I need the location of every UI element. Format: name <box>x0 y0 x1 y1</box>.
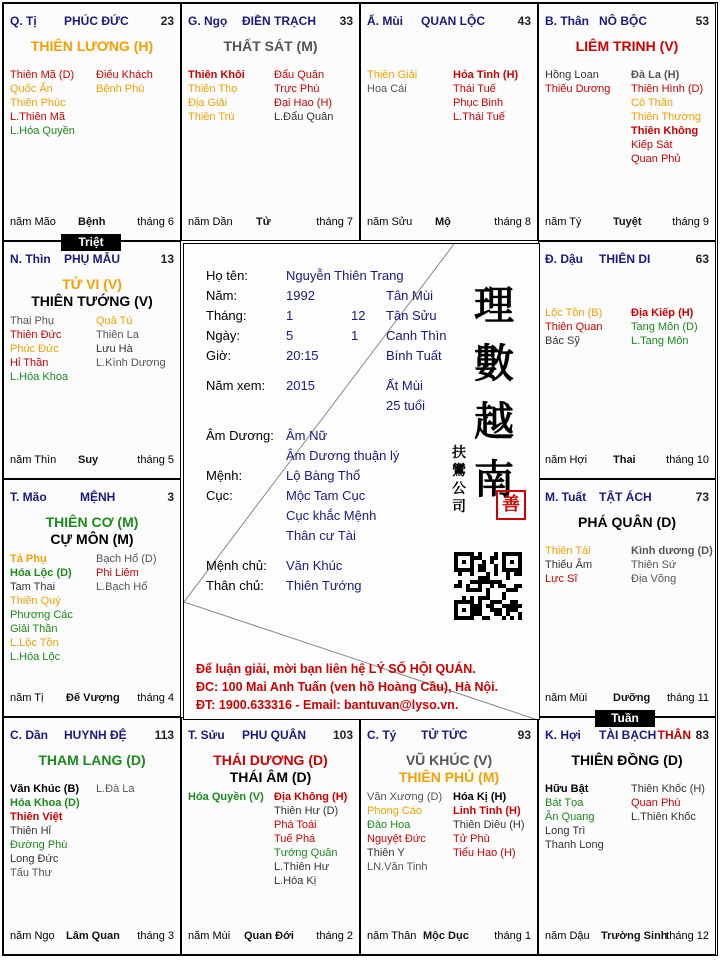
palace-name: TỬ TỨC <box>421 728 468 742</box>
star-column-right <box>96 552 157 594</box>
palace-branch: Ấ. Mùi <box>367 14 403 28</box>
minor-star: L.Lộc Tồn <box>10 637 59 649</box>
minor-star: Thiên Hỉ <box>10 825 51 837</box>
palace-year: năm Tị <box>10 692 44 704</box>
palace-name: MỆNH <box>80 490 116 504</box>
minor-star: L.Thiên Hư <box>274 861 330 873</box>
star-column-right <box>453 68 518 124</box>
seal-character: 數 <box>474 340 514 387</box>
minor-star: Hỉ Thần <box>10 357 49 369</box>
palace-ty <box>360 717 538 955</box>
main-star: THAM LANG (D) <box>38 752 146 768</box>
minor-star: Thiên Khốc (H) <box>631 783 705 795</box>
minor-star: Đường Phù <box>10 839 68 851</box>
palace-footer <box>367 930 531 944</box>
palace-month: tháng 7 <box>316 216 353 228</box>
minor-star: Thanh Long <box>545 839 604 851</box>
palace-footer <box>545 692 709 706</box>
info-menh: Lộ Bàng Thổ <box>286 468 361 483</box>
palace-stage: Mộc Dục <box>423 930 469 942</box>
info-amduong1: Âm Nữ <box>286 428 328 443</box>
minor-star: Hóa Khoa (D) <box>10 797 80 809</box>
minor-star: Đại Hao (H) <box>274 97 333 109</box>
star-column-right <box>453 790 525 860</box>
palace-branch: M. Tuất <box>545 490 587 504</box>
info-month-can: Tân Sửu <box>386 308 437 323</box>
palace-header <box>188 14 353 28</box>
main-star: THIÊN ĐỒNG (D) <box>571 752 683 768</box>
palace-mao <box>3 479 181 717</box>
palace-number: 13 <box>160 252 174 266</box>
minor-star: Thiên Trù <box>188 111 235 123</box>
minor-star: Tử Phù <box>453 833 490 845</box>
info-day-solar: 5 <box>286 328 294 343</box>
minor-star: Thiên Khôi <box>188 69 245 81</box>
palace-footer <box>10 216 174 230</box>
palace-footer <box>545 930 709 944</box>
minor-star: L.Thiên Mã <box>10 111 66 123</box>
palace-branch: T. Mão <box>10 490 47 504</box>
palace-dau <box>538 241 716 479</box>
main-star: VŨ KHÚC (V) <box>405 752 493 768</box>
info-name: Nguyễn Thiên Trang <box>286 268 404 283</box>
palace-branch: C. Dần <box>10 728 49 742</box>
minor-star: Tiểu Hao (H) <box>453 847 516 859</box>
horoscope-chart <box>2 2 718 956</box>
info-year-label: Năm: <box>206 288 238 303</box>
minor-star: Điếu Khách <box>96 69 153 81</box>
minor-star: Thiên Giải <box>367 69 418 81</box>
palace-suu <box>181 717 360 955</box>
seal-subtitle: 扶鸞公司 <box>452 445 466 515</box>
minor-star: Quan Phù <box>631 797 681 809</box>
palace-header <box>545 14 709 28</box>
minor-star: Thiên Y <box>367 847 405 859</box>
minor-star: Địa Võng <box>631 573 677 585</box>
palace-header <box>545 252 709 266</box>
palace-branch: C. Tý <box>367 728 397 742</box>
palace-header <box>10 14 174 28</box>
star-column-right <box>96 68 153 96</box>
info-view-can: Ất Mùi <box>386 378 423 393</box>
palace-number: 113 <box>154 728 174 742</box>
minor-star: Thai Phụ <box>10 315 55 327</box>
palace-year: năm Ngọ <box>10 930 55 942</box>
palace-month: tháng 9 <box>672 216 709 228</box>
minor-star: Thiên Mã (D) <box>10 69 75 81</box>
star-column-right <box>631 782 705 824</box>
minor-star: Long Trì <box>545 825 586 837</box>
info-month-label: Tháng: <box>206 308 247 323</box>
palace-stage: Mộ <box>435 216 451 228</box>
info-menh-label: Mệnh: <box>206 468 243 483</box>
star-column-right <box>631 544 713 586</box>
minor-star: Thiên Tài <box>545 545 591 557</box>
minor-star: Văn Khúc (B) <box>10 783 80 795</box>
minor-star: Phi Liêm <box>96 567 139 579</box>
palace-footer <box>188 216 353 230</box>
palace-stage: Bệnh <box>78 216 106 228</box>
minor-star: L.Hóa Quyền <box>10 125 75 137</box>
main-star: THẤT SÁT (M) <box>223 38 318 54</box>
triet-tag: Triệt <box>61 234 121 251</box>
minor-star: Thiếu Dương <box>545 83 611 95</box>
main-star: THIÊN LƯƠNG (H) <box>30 38 154 54</box>
info-age: 25 tuổi <box>386 398 426 413</box>
star-column-right <box>631 68 703 166</box>
minor-star: Địa Không (H) <box>274 791 348 803</box>
minor-star: Hóa Kị (H) <box>453 791 507 803</box>
seal-character: 理 <box>474 282 514 329</box>
palace-number: 83 <box>695 728 709 742</box>
info-cuc-label: Cục: <box>206 488 233 503</box>
minor-star: L.Bạch Hổ <box>96 581 148 593</box>
minor-star: Bát Tọa <box>545 797 584 809</box>
red-stamp: 善 <box>496 490 526 520</box>
minor-star: Thiên Quan <box>545 321 603 333</box>
palace-dan <box>3 717 181 955</box>
seal-character: 南 <box>474 456 514 503</box>
palace-stage: Đế Vượng <box>66 692 120 704</box>
star-column-right <box>274 790 347 888</box>
palace-number: 3 <box>167 490 174 504</box>
minor-star: L.Hóa Khoa <box>10 371 69 383</box>
minor-star: Đẩu Quân <box>274 69 325 81</box>
minor-star: Đà La (H) <box>631 69 680 81</box>
minor-star: Thiên Việt <box>10 811 63 823</box>
main-star: TỬ VI (V) <box>62 276 122 292</box>
minor-star: Phúc Đức <box>10 343 59 355</box>
minor-star: L.Thái Tuế <box>453 111 505 123</box>
palace-header <box>545 728 709 742</box>
palace-number: 23 <box>160 14 174 28</box>
minor-star: L.Tang Môn <box>631 335 689 347</box>
info-cuc1: Mộc Tam Cục <box>286 488 366 503</box>
palace-footer <box>367 216 531 230</box>
palace-mui <box>360 3 538 241</box>
palace-stage: Dưỡng <box>613 692 651 704</box>
palace-name: PHU QUÂN <box>242 728 307 742</box>
main-star: THIÊN TƯỚNG (V) <box>31 293 153 309</box>
palace-name: HUYNH ĐỆ <box>64 728 127 742</box>
minor-star: Nguyệt Đức <box>367 833 426 845</box>
seal-character: 越 <box>474 398 514 445</box>
than-label: THÂN <box>657 728 691 742</box>
palace-tuat <box>538 479 716 717</box>
palace-year: năm Hợi <box>545 454 588 466</box>
info-name-label: Họ tên: <box>206 268 248 283</box>
palace-number: 43 <box>517 14 531 28</box>
star-column-left <box>545 544 592 586</box>
minor-star: Quả Tú <box>96 315 133 327</box>
palace-number: 73 <box>695 490 709 504</box>
minor-star: Giải Thần <box>10 623 58 635</box>
minor-star: Văn Xương (D) <box>367 791 443 803</box>
minor-star: Hữu Bật <box>545 783 589 795</box>
minor-star: Lưu Hà <box>96 343 133 355</box>
minor-star: Thiên Phúc <box>10 97 66 109</box>
star-column-right <box>96 782 135 796</box>
minor-star: Quan Phủ <box>631 153 681 165</box>
star-column-left <box>188 68 245 124</box>
minor-star: Hồng Loan <box>545 69 599 81</box>
main-star: THÁI ÂM (D) <box>229 769 312 785</box>
minor-star: L.Đẩu Quân <box>274 111 334 123</box>
main-star: THIÊN CƠ (M) <box>45 514 139 530</box>
info-hour-label: Giờ: <box>206 348 232 363</box>
star-column-left <box>367 790 442 874</box>
palace-stage: Thai <box>613 454 636 466</box>
minor-star: Thiếu Âm <box>545 559 593 571</box>
minor-star: Thiên Hình (D) <box>631 83 704 95</box>
minor-star: Hóa Quyền (V) <box>188 791 264 803</box>
minor-star: Bạch Hổ (D) <box>96 553 157 565</box>
minor-star: Hóa Lộc (D) <box>10 567 72 579</box>
star-column-left <box>188 790 264 804</box>
tuan-tag: Tuần <box>595 710 655 727</box>
info-day-can: Canh Thìn <box>386 328 447 343</box>
palace-stage: Quan Đới <box>244 930 294 942</box>
palace-branch: Đ. Dậu <box>545 252 584 266</box>
palace-number: 53 <box>695 14 709 28</box>
palace-month: tháng 4 <box>137 692 174 704</box>
palace-header <box>10 252 174 266</box>
star-column-left <box>545 306 602 348</box>
palace-header <box>10 728 174 742</box>
palace-hoi <box>538 717 716 955</box>
palace-stage: Suy <box>78 454 99 466</box>
minor-star: Linh Tinh (H) <box>453 805 521 817</box>
palace-branch: N. Thìn <box>10 252 51 266</box>
minor-star: Lực Sĩ <box>545 573 578 585</box>
minor-star: Phục Binh <box>453 97 504 109</box>
palace-year: năm Mùi <box>545 692 588 704</box>
info-view-year: 2015 <box>286 378 315 393</box>
palace-number: 93 <box>517 728 531 742</box>
star-column-right <box>96 314 166 370</box>
info-day-lunar: 1 <box>351 328 359 343</box>
info-view-label: Năm xem: <box>206 378 266 393</box>
palace-name: TÀI BẠCH <box>599 728 657 742</box>
info-menhchu: Văn Khúc <box>286 558 343 573</box>
palace-branch: B. Thân <box>545 14 589 28</box>
star-column-right <box>274 68 333 124</box>
palace-month: tháng 6 <box>137 216 174 228</box>
minor-star: Địa Kiếp (H) <box>631 307 694 319</box>
minor-star: Long Đức <box>10 853 59 865</box>
main-star: CỰ MÔN (M) <box>50 531 134 547</box>
palace-number: 63 <box>695 252 709 266</box>
minor-star: Ân Quang <box>545 811 595 823</box>
minor-star: Đào Hoa <box>367 819 411 831</box>
info-amduong2: Âm Dương thuận lý <box>286 448 400 463</box>
contact-line1: Để luận giải, mời bạn liên hệ LÝ SỐ HỘI QUÁN. <box>196 662 476 676</box>
palace-stage: Trường Sinh <box>601 930 668 942</box>
palace-than <box>538 3 716 241</box>
minor-star: Tam Thai <box>10 581 56 593</box>
palace-header <box>10 490 174 504</box>
minor-star: Tấu Thư <box>10 867 53 879</box>
palace-thin <box>3 241 181 479</box>
info-cuc3: Thân cư Tài <box>286 528 356 543</box>
main-star: THIÊN PHỦ (M) <box>398 769 500 785</box>
minor-star: Tuế Phá <box>274 833 316 845</box>
palace-month: tháng 12 <box>666 930 709 942</box>
minor-star: Trực Phù <box>274 83 320 95</box>
contact-line3: ĐT: 1900.633316 - Email: bantuvan@lyso.vn. <box>196 698 459 712</box>
main-star: LIÊM TRINH (V) <box>575 38 679 54</box>
center-info-panel <box>183 243 540 720</box>
minor-star: Phượng Các <box>10 609 73 621</box>
info-hour: 20:15 <box>286 348 319 363</box>
palace-year: năm Tý <box>545 216 582 228</box>
minor-star: Thái Tuế <box>453 83 496 95</box>
star-column-left <box>10 782 80 880</box>
minor-star: Thiên La <box>96 329 139 341</box>
palace-year: năm Dần <box>188 216 233 228</box>
palace-name: ĐIỀN TRẠCH <box>242 14 316 28</box>
palace-year: năm Thân <box>367 930 417 942</box>
palace-month: tháng 2 <box>316 930 353 942</box>
star-column-left <box>367 68 417 96</box>
palace-year: năm Mão <box>10 216 56 228</box>
palace-month: tháng 10 <box>666 454 709 466</box>
palace-year: năm Dậu <box>545 930 590 942</box>
palace-name: NÔ BỘC <box>599 14 647 28</box>
palace-footer <box>10 930 174 944</box>
minor-star: LN.Văn Tinh <box>367 861 428 873</box>
minor-star: Hỏa Tinh (H) <box>453 69 519 81</box>
palace-month: tháng 1 <box>494 930 531 942</box>
info-day-label: Ngày: <box>206 328 240 343</box>
minor-star: Phong Cáo <box>367 805 423 817</box>
minor-star: Bệnh Phù <box>96 83 145 95</box>
palace-ngo <box>181 3 360 241</box>
palace-year: năm Mùi <box>188 930 231 942</box>
palace-year: năm Sửu <box>367 216 413 228</box>
palace-month: tháng 3 <box>137 930 174 942</box>
star-column-left <box>545 68 610 96</box>
info-cuc2: Cục khắc Mệnh <box>286 508 377 523</box>
minor-star: L.Kình Dương <box>96 357 166 369</box>
palace-month: tháng 8 <box>494 216 531 228</box>
minor-star: Thiên Sứ <box>631 559 677 571</box>
star-column-right <box>631 306 698 348</box>
palace-stage: Tuyệt <box>613 216 642 228</box>
minor-star: Lộc Tồn (B) <box>545 307 603 319</box>
info-month-solar: 1 <box>286 308 294 323</box>
star-column-left <box>545 782 604 852</box>
minor-star: Thiên Hư (D) <box>274 805 339 817</box>
palace-branch: G. Ngọ <box>188 14 228 28</box>
minor-star: L.Hóa Kị <box>274 875 317 887</box>
minor-star: Bác Sỹ <box>545 335 580 347</box>
palace-name: PHÚC ĐỨC <box>64 14 129 28</box>
info-menhchu-label: Mệnh chủ: <box>206 558 267 573</box>
contact-line2: ĐC: 100 Mai Anh Tuấn (ven hồ Hoàng Cầu), Hà Nội. <box>196 680 499 694</box>
minor-star: Kình dương (D) <box>631 545 713 557</box>
minor-star: Địa Giải <box>188 97 228 109</box>
palace-number: 33 <box>339 14 353 28</box>
palace-stage: Tử <box>256 216 271 228</box>
palace-branch: T. Sửu <box>188 728 225 742</box>
main-star: PHÁ QUÂN (D) <box>578 514 676 530</box>
minor-star: L.Đà La <box>96 783 135 795</box>
main-star: THÁI DƯƠNG (D) <box>213 752 328 768</box>
minor-star: L.Thiên Khốc <box>631 811 696 823</box>
palace-header <box>188 728 353 742</box>
info-amduong-label: Âm Dương: <box>206 428 274 443</box>
minor-star: Phá Toái <box>274 819 317 831</box>
info-thanchu-label: Thân chủ: <box>206 578 264 593</box>
minor-star: Thiên Đức <box>10 329 62 341</box>
minor-star: Tang Môn (D) <box>631 321 698 333</box>
star-column-left <box>10 552 73 664</box>
palace-ti <box>3 3 181 241</box>
palace-header <box>545 490 709 504</box>
minor-star: Thiên Thọ <box>188 83 238 95</box>
palace-name: QUAN LỘC <box>421 14 485 28</box>
palace-stage: Lâm Quan <box>66 930 120 942</box>
minor-star: L.Hóa Lộc <box>10 651 61 663</box>
info-year: 1992 <box>286 288 315 303</box>
minor-star: Kiếp Sát <box>631 139 673 151</box>
palace-branch: K. Hợi <box>545 728 581 742</box>
palace-footer <box>10 454 174 468</box>
palace-name: THIÊN DI <box>599 252 651 266</box>
minor-star: Quốc Ấn <box>10 83 53 95</box>
minor-star: Thiên Diêu (H) <box>453 819 525 831</box>
minor-star: Thiên Thương <box>631 111 702 123</box>
palace-footer <box>545 216 709 230</box>
palace-month: tháng 11 <box>666 692 709 704</box>
palace-name: PHỤ MẪU <box>64 252 120 266</box>
qr-code[interactable] <box>454 552 522 620</box>
minor-star: Tả Phụ <box>10 553 47 565</box>
palace-footer <box>545 454 709 468</box>
palace-year: năm Thìn <box>10 454 57 466</box>
palace-name: TẬT ÁCH <box>599 490 652 504</box>
minor-star: Thiên Quý <box>10 595 61 607</box>
palace-number: 103 <box>332 728 353 742</box>
palace-branch: Q. Tị <box>10 14 37 28</box>
palace-month: tháng 5 <box>137 454 174 466</box>
info-month-lunar: 12 <box>351 308 366 323</box>
minor-star: Hoa Cái <box>367 83 407 95</box>
palace-header <box>367 728 531 742</box>
palace-footer <box>10 692 174 706</box>
star-column-left <box>10 68 75 138</box>
star-column-left <box>10 314 68 384</box>
palace-footer <box>188 930 353 944</box>
info-thanchu: Thiên Tướng <box>286 578 362 593</box>
minor-star: Tướng Quân <box>274 847 338 859</box>
minor-star: Thiên Không <box>631 125 699 137</box>
info-hour-can: Bính Tuất <box>386 348 442 363</box>
minor-star: Cô Thần <box>631 97 673 109</box>
info-year-can: Tân Mùi <box>386 288 433 303</box>
palace-header <box>367 14 531 28</box>
